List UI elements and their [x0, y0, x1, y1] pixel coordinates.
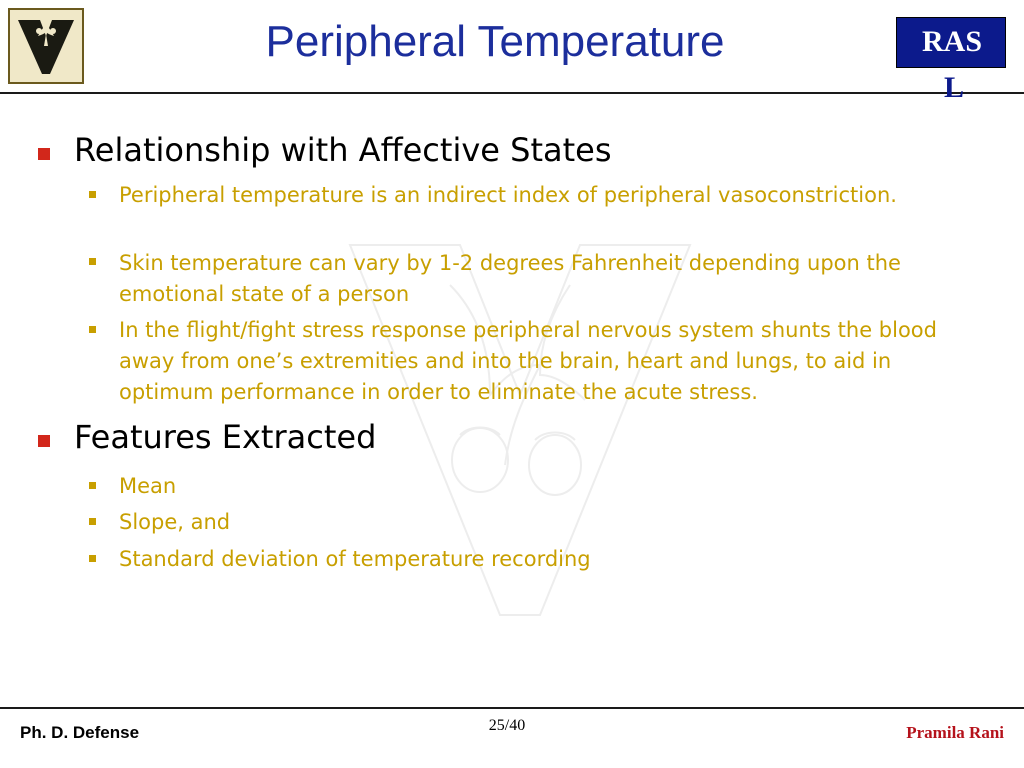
bullet-heading-relationship: Relationship with Affective States [74, 131, 612, 169]
sub-bullet-icon [89, 326, 96, 333]
list-item: Slope, and [119, 510, 231, 534]
sub-bullet-icon [89, 555, 96, 562]
sub-bullet-icon [89, 518, 96, 525]
bullet-heading-features: Features Extracted [74, 418, 377, 456]
page-number: 25/40 [488, 717, 526, 734]
bullet-square-icon [38, 148, 50, 160]
list-item: Standard deviation of temperature recording [119, 547, 591, 571]
sub-bullet-icon [89, 191, 96, 198]
sub-bullet-icon [89, 482, 96, 489]
bullet-square-icon [38, 435, 50, 447]
list-item: In the flight/fight stress response peripheral nervous system shunts the blood away from one’s extremities and into the brain, heart and lungs, to aid in optimum performance in order to eliminate the acute stress. [119, 318, 937, 404]
footer-left-label: Ph. D. Defense [20, 723, 140, 742]
ras-badge-label: RAS [921, 25, 982, 58]
list-item: Skin temperature can vary by 1-2 degrees Fahrenheit depending upon the emotional state of a person [119, 251, 901, 306]
list-item: Peripheral temperature is an indirect index of peripheral vasoconstriction. [119, 183, 897, 207]
sub-bullet-icon [89, 258, 96, 265]
page-title: Peripheral Temperature [265, 17, 725, 66]
ras-badge-overflow-text: L [944, 71, 965, 104]
slide-footer [0, 707, 1024, 768]
list-item: Mean [119, 474, 177, 498]
author-name: Pramila Rani [906, 723, 1004, 742]
